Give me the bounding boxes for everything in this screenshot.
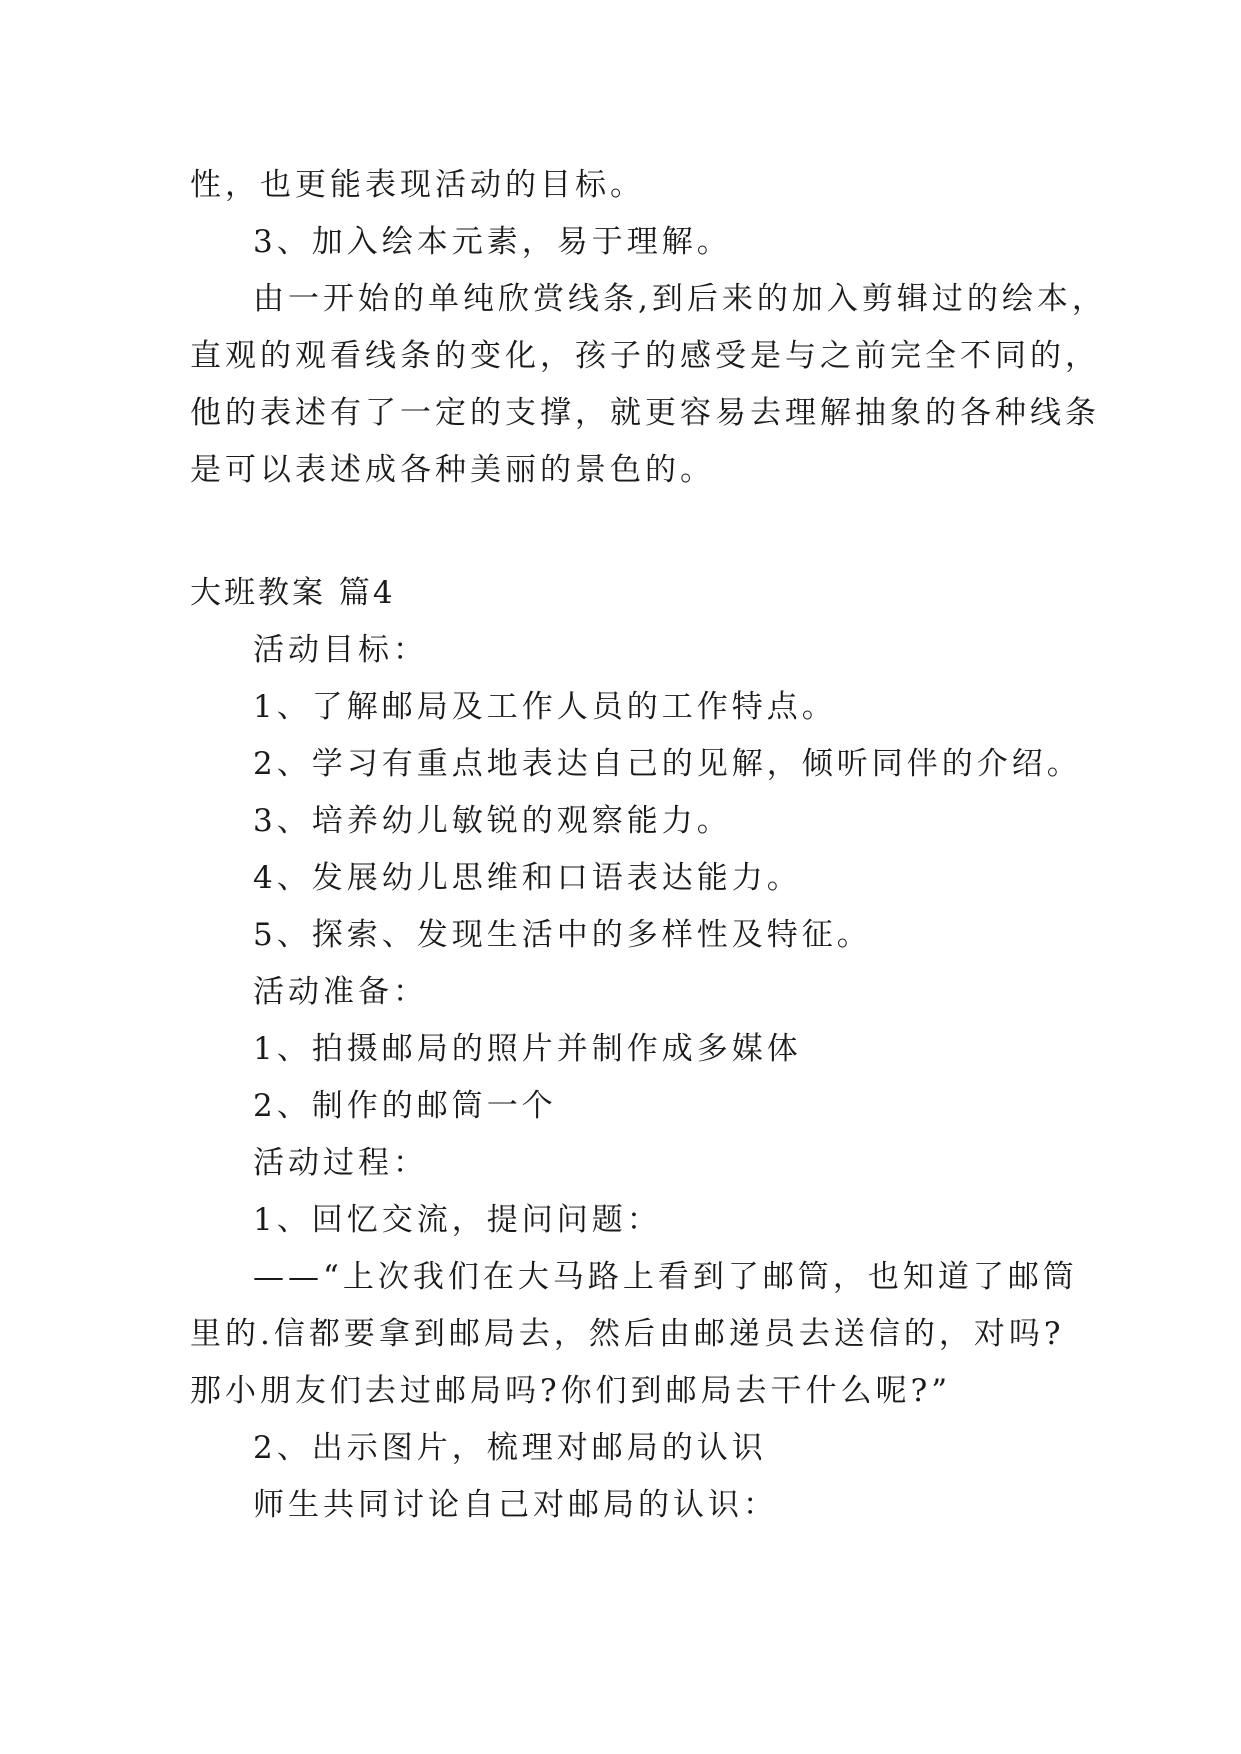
- list-item: 5、探索、发现生活中的多样性及特征。: [253, 917, 872, 953]
- quote-line: ——“上次我们在大马路上看到了邮筒，也知道了邮筒: [253, 1259, 1078, 1295]
- list-item: 4、发展幼儿思维和口语表达能力。: [253, 860, 802, 896]
- quote-line: 里的.信都要拿到邮局去，然后由邮递员去送信的，对吗?: [190, 1316, 1065, 1352]
- list-item: 1、回忆交流，提问问题：: [253, 1202, 662, 1238]
- paragraph-line: 师生共同讨论自己对邮局的认识：: [253, 1487, 778, 1523]
- paragraph-line: 由一开始的单纯欣赏线条,到后来的加入剪辑过的绘本，: [253, 281, 1107, 317]
- list-item: 1、了解邮局及工作人员的工作特点。: [253, 689, 837, 725]
- paragraph-line: 性，也更能表现活动的目标。: [190, 167, 645, 203]
- paragraph-line: 他的表述有了一定的支撑，就更容易去理解抽象的各种线条: [190, 395, 1100, 431]
- quote-line: 那小朋友们去过邮局吗?你们到邮局去干什么呢?”: [190, 1373, 952, 1409]
- preparation-title: 活动准备：: [253, 974, 428, 1010]
- list-item: 1、拍摄邮局的照片并制作成多媒体: [253, 1031, 802, 1067]
- objectives-title: 活动目标：: [253, 632, 428, 668]
- paragraph-line: 直观的观看线条的变化，孩子的感受是与之前完全不同的，: [190, 338, 1100, 374]
- list-item: 2、制作的邮筒一个: [253, 1088, 557, 1124]
- list-item: 2、学习有重点地表达自己的见解，倾听同伴的介绍。: [253, 746, 1082, 782]
- process-title: 活动过程：: [253, 1145, 428, 1181]
- list-item: 3、培养幼儿敏锐的观察能力。: [253, 803, 732, 839]
- list-item: 2、出示图片，梳理对邮局的认识: [253, 1430, 767, 1466]
- list-item: 3、加入绘本元素，易于理解。: [253, 224, 732, 260]
- paragraph-line: 是可以表述成各种美丽的景色的。: [190, 452, 715, 488]
- section-heading: 大班教案 篇4: [190, 575, 396, 611]
